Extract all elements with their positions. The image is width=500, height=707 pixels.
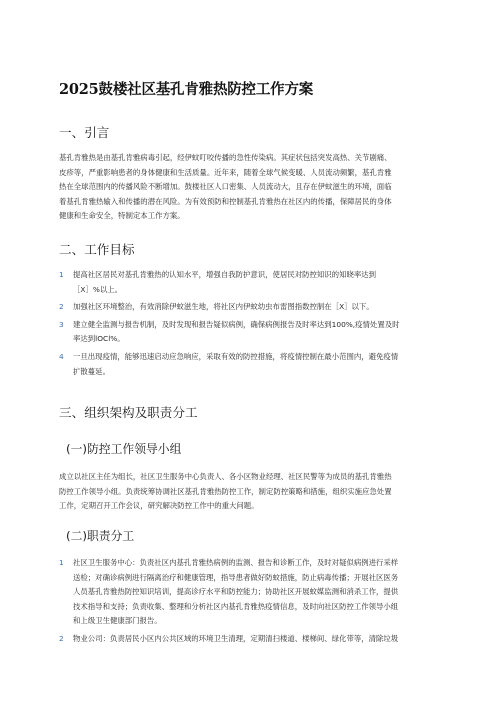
list-item-line: 社区卫生服务中心：负责社区内基孔肯雅热病例的监测、报告和诊断工作，及时对疑似病例进行采样 [73,558,399,567]
list-item-line: 人员基孔肯雅热防控知识培训，提高诊疗水平和防控能力；协助社区开展蚊媒监测和消杀工作，提供 [73,587,399,597]
paragraph-line: 健康和生命安全，特制定本工作方案。 [59,211,185,221]
list-item [59,556,398,629]
list-item-line: ［X］%以上。 [73,284,123,294]
list-item-line: 一旦出现疫情，能够迅速启动应急响应，采取有效的防控措施，将疫情控制在最小范围内，避免疫情 [73,351,399,361]
intro-paragraph [59,151,392,224]
list-item [59,350,400,379]
list-number: 4 [59,351,64,361]
list-number: 2 [59,633,64,643]
list-item-line: 扩散蔓延。 [73,366,110,376]
list-item-line: 物业公司：负责居民小区内公共区域的环境卫生清理，定期清扫楼道、楼梯间、绿化带等，清除垃圾 [73,633,399,643]
list-item-line: 和上级卫生健康部门报告。 [73,616,162,626]
section-heading-intro: 一、引言 [59,125,110,140]
list-item-line: 率达到lOCl%。 [73,334,125,344]
list-item [59,632,398,647]
duties-list [59,556,398,650]
leadership-paragraph [59,470,392,514]
list-item [59,300,400,315]
list-number: 1 [59,558,64,567]
goals-list [59,268,400,382]
paragraph-line: 防控工作领导小组。负责统筹协调社区基孔肯雅热防控工作，制定防控策略和措施，组织实施应急处置 [59,486,392,496]
list-item [59,268,400,297]
list-number: 2 [59,302,64,312]
list-number: 3 [59,319,64,329]
paragraph-line: 工作，定期召开工作会议，研究解决防控工作中的重大问题。 [59,501,259,511]
paragraph-line: 基孔肯雅热是由基孔肯雅病毒引起，经伊蚊叮咬传播的急性传染病。其症状包括突发高热、关节剧痛、 [59,153,392,162]
section-heading-goals: 二、工作目标 [59,242,135,257]
subsection-heading-duties: (二)职责分工 [66,529,135,543]
list-item-line: 提高社区居民对基孔肯雅热的认知水平，增强自我防护意识，使居民对防控知识的知晓率达到 [73,270,377,279]
document-title: 2025鼓楼社区基孔肯雅热防控工作方案 [59,81,314,98]
paragraph-line: 着基孔肯雅热输入和传播的潜在风险。为有效预防和控制基孔肯雅热在社区内的传播，保障居民的身体 [59,196,392,206]
paragraph-line: 成立以社区主任为组长，社区卫生服务中心负责人、各小区物业经理、社区民警等为成员的基孔肯雅热 [59,472,392,481]
list-item-line: 建立健全监测与报告机制，及时发现和报告疑似病例，确保病例报告及时率达到100%,疫情处置及时 [73,319,400,329]
list-number: 1 [59,270,64,279]
list-item [59,318,400,347]
paragraph-line: 皮疹等，严重影响患者的身体健康和生活质量。近年来，随着全球气候变暖、人员流动频繁，基孔肯雅 [59,167,392,177]
list-item-line: 技术指导和支持；负责收集、整理和分析社区内基孔肯雅热疫情信息，及时向社区防控工作领导小组 [73,601,399,611]
list-item-line: 送检；对确诊病例进行隔离治疗和健康管理，指导患者做好防蚊措施，防止病毒传播；开展社区医务 [73,572,399,582]
section-heading-org: 三、组织架构及职责分工 [59,405,198,420]
list-item-line: 加强社区环境整治，有效消除伊蚊滋生地，将社区内伊蚊幼虫布雷图指数控制在［X］以下。 [73,302,374,312]
paragraph-line: 热在全球范围内的传播风险不断增加。鼓楼社区人口密集、人员流动大，且存在伊蚊滋生的环境，面临 [59,182,392,192]
subsection-heading-leadership: (一)防控工作领导小组 [66,442,182,456]
